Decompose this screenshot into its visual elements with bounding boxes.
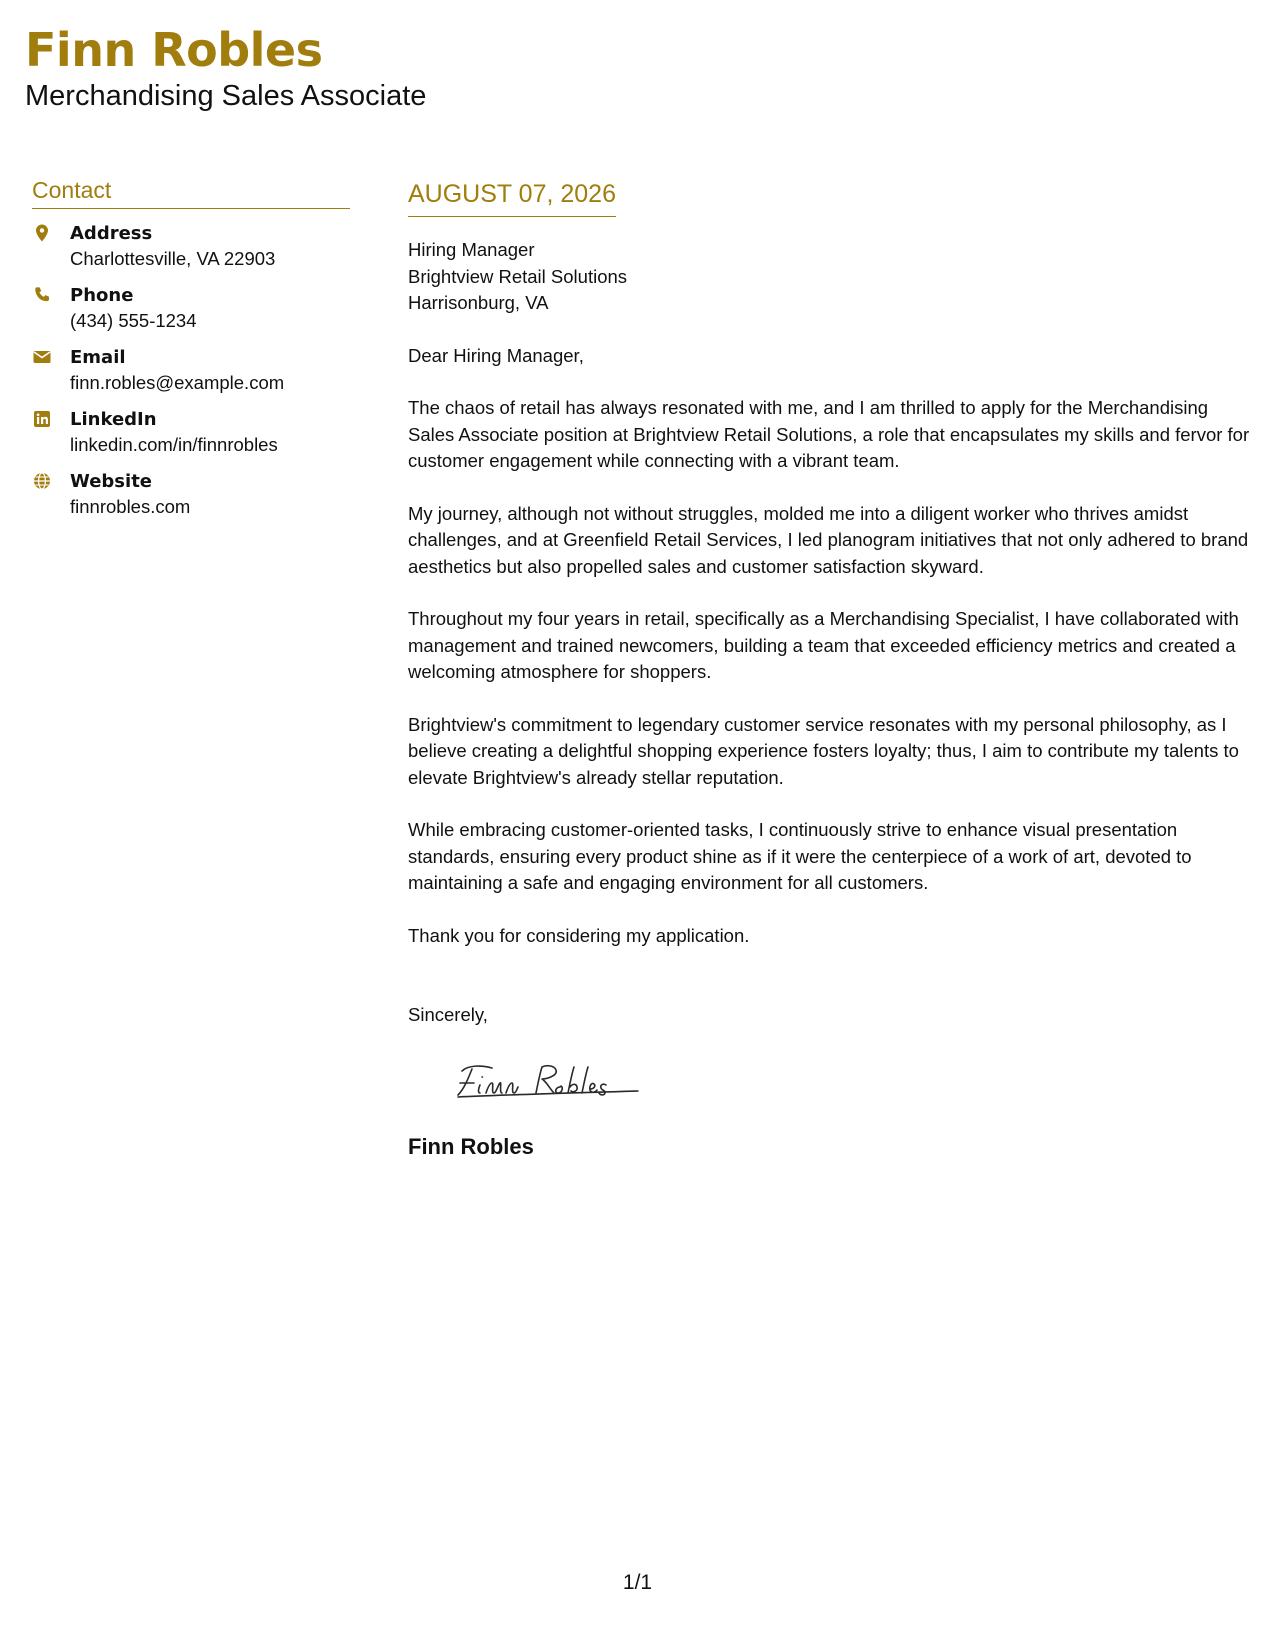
contact-item-linkedin <box>32 407 350 457</box>
contact-item-email <box>32 345 350 395</box>
contact-heading: Contact <box>32 176 350 209</box>
website-value[interactable]: finnrobles.com <box>70 496 191 517</box>
address-label: Address <box>70 223 153 244</box>
page-number: 1/1 <box>622 1571 653 1594</box>
salutation: Dear Hiring Manager, <box>408 344 584 366</box>
letter-date: AUGUST 07, 2026 <box>408 178 616 217</box>
letter-body <box>408 178 1253 1161</box>
recipient-company: Brightview Retail Solutions <box>408 265 628 287</box>
header <box>25 22 426 114</box>
globe-icon <box>32 471 52 491</box>
recipient-block <box>408 237 1253 317</box>
job-title: Merchandising Sales Associate <box>25 80 427 112</box>
body-paragraph: My journey, although not without struggles, molded me into a diligent worker who thrives amidst challenges, and at Greenfield Retail Services, I led planogram initiatives that not only adhered to brand aesthetics but also propelled sales and customer satisfaction skyward. <box>408 502 1249 577</box>
envelope-icon <box>32 347 52 367</box>
phone-value: (434) 555-1234 <box>70 310 197 331</box>
body-paragraph: While embracing customer-oriented tasks, I continuously strive to enhance visual presentation standards, ensuring every product shine as if it were the centerpiece of a work of art, devoted to maintaining a safe and engaging environment for all customers. <box>408 819 1192 893</box>
signature-image <box>448 1057 648 1105</box>
body-paragraph: Throughout my four years in retail, specifically as a Merchandising Specialist, I have collaborated with management and trained newcomers, building a team that exceeded efficiency metrics and created a welcoming atmosphere for shoppers. <box>408 608 1239 682</box>
linkedin-value[interactable]: linkedin.com/in/finnrobles <box>70 434 278 455</box>
contact-item-address <box>32 221 350 271</box>
contact-item-phone <box>32 283 350 333</box>
contact-item-website <box>32 469 350 519</box>
applicant-name: Finn Robles <box>25 23 323 77</box>
address-value: Charlottesville, VA 22903 <box>70 248 276 269</box>
phone-label: Phone <box>70 285 134 306</box>
map-pin-icon <box>32 223 52 243</box>
email-label: Email <box>70 347 126 368</box>
body-paragraph: The chaos of retail has always resonated with me, and I am thrilled to apply for the Merchandising Sales Associate position at Brightview Retail Solutions, a role that encapsulates my skills and fervor for customer engagement while connecting with a vibrant team. <box>408 397 1250 471</box>
body-paragraph: Brightview's commitment to legendary customer service resonates with my personal philosophy, as I believe creating a delightful shopping experience fosters loyalty; thus, I aim to contribute my talents to elevate Brightview's already stellar reputation. <box>408 713 1239 788</box>
website-label: Website <box>70 471 153 492</box>
linkedin-icon <box>32 409 52 429</box>
linkedin-label: LinkedIn <box>70 409 157 430</box>
contact-sidebar <box>32 176 350 531</box>
signed-name: Finn Robles <box>408 1133 534 1159</box>
recipient-name: Hiring Manager <box>408 239 535 260</box>
thank-you-paragraph: Thank you for considering my application. <box>408 924 750 946</box>
email-value[interactable]: finn.robles@example.com <box>70 372 285 393</box>
closing: Sincerely, <box>408 1004 488 1025</box>
phone-icon <box>32 285 52 305</box>
recipient-location: Harrisonburg, VA <box>408 292 549 313</box>
